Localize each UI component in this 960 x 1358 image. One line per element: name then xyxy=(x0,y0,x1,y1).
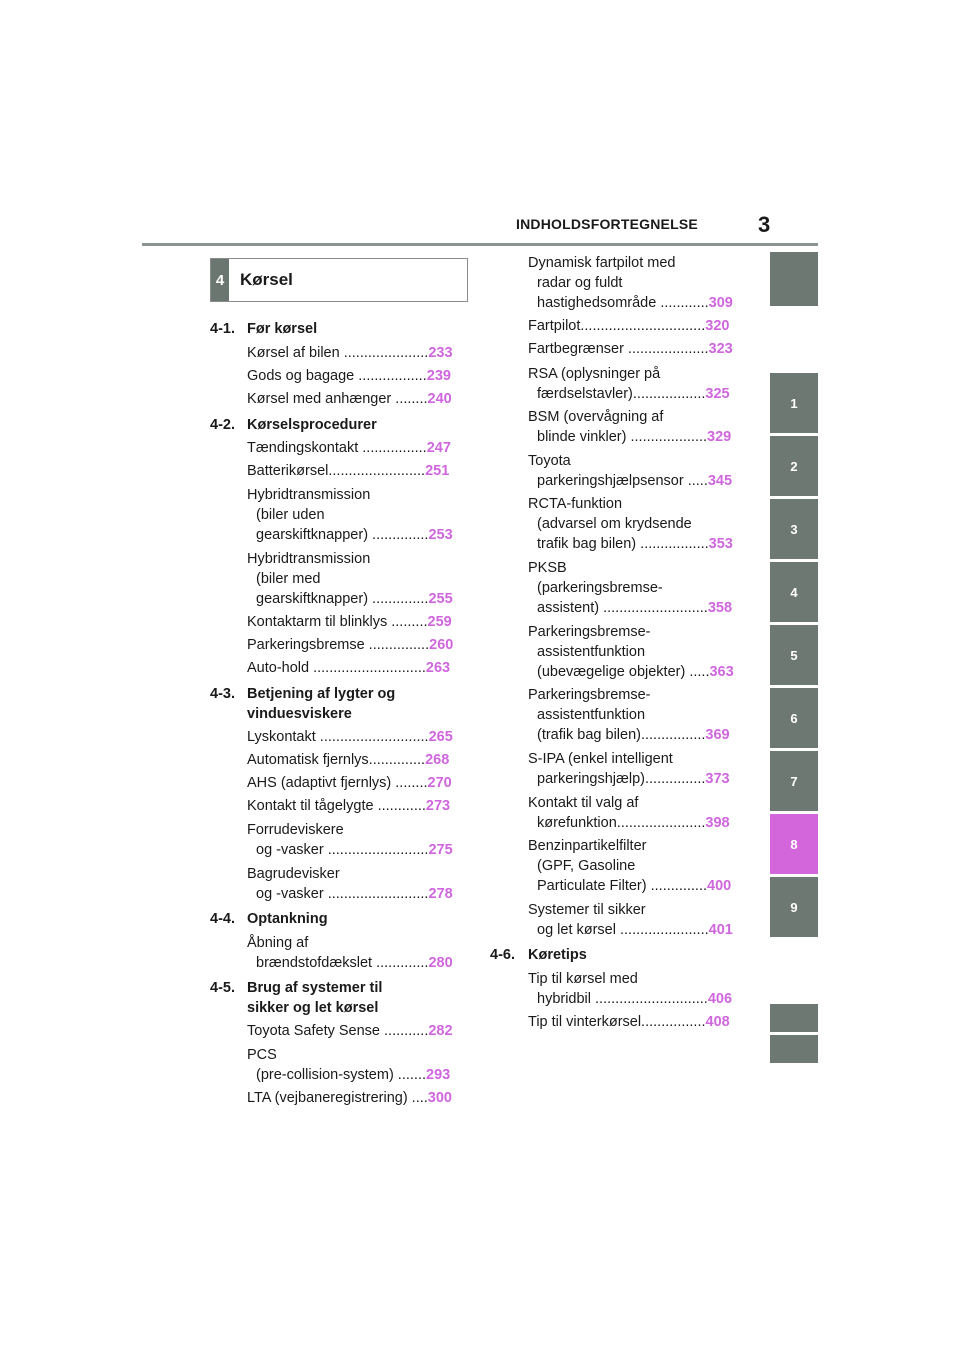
toc-entry[interactable]: Gods og bagage .................239 xyxy=(247,368,451,384)
toc-entry[interactable]: parkeringshjælpsensor .....345 xyxy=(537,473,733,489)
toc-entry[interactable]: Kontaktarm til blinklys .........259 xyxy=(247,614,452,630)
toc-entry-line: Bagrudevisker xyxy=(247,866,340,882)
toc-entry[interactable]: Parkeringsbremse ...............260 xyxy=(247,637,454,653)
toc-entry-line: PKSB xyxy=(528,560,567,576)
toc-entry[interactable]: Particulate Filter) ..............400 xyxy=(537,878,732,894)
tab-8[interactable]: 8 xyxy=(770,814,818,874)
toc-entry-line: Toyota xyxy=(528,453,571,469)
section-title: Betjening af lygter og xyxy=(247,686,396,702)
toc-entry[interactable]: gearskiftknapper) ..............255 xyxy=(256,591,453,607)
toc-entry[interactable]: hybridbil ............................406 xyxy=(537,991,733,1007)
toc-entry-line: Forrudeviskere xyxy=(247,822,344,838)
toc-entry-line: RCTA-funktion xyxy=(528,496,623,512)
section-number: 4-3. xyxy=(210,686,235,702)
toc-entry[interactable]: blinde vinkler) ...................329 xyxy=(537,429,732,445)
section-title: Optankning xyxy=(247,911,328,927)
toc-entry-line: Dynamisk fartpilot med xyxy=(528,255,676,271)
toc-entry[interactable]: gearskiftknapper) ..............253 xyxy=(256,527,453,543)
toc-entry-line: Kontakt til valg af xyxy=(528,795,639,811)
chapter-box xyxy=(210,258,468,302)
toc-entry[interactable]: (ubevægelige objekter) .....363 xyxy=(537,664,734,680)
section-number: 4-5. xyxy=(210,980,235,996)
toc-entry-line: Parkeringsbremse- xyxy=(528,687,651,703)
tab-3[interactable]: 3 xyxy=(770,499,818,559)
toc-entry[interactable]: brændstofdækslet .............280 xyxy=(256,955,453,971)
section-number: 4-1. xyxy=(210,321,235,337)
chapter-number: 4 xyxy=(211,259,229,301)
tab-blank[interactable] xyxy=(770,252,818,306)
toc-entry[interactable]: kørefunktion......................398 xyxy=(537,815,730,831)
section-title: Køretips xyxy=(528,947,587,963)
toc-entry[interactable]: færdselstavler)..................325 xyxy=(537,386,730,402)
tab-9[interactable]: 9 xyxy=(770,877,818,937)
section-title: Før kørsel xyxy=(247,321,318,337)
toc-entry-line: Benzinpartikelfilter xyxy=(528,838,647,854)
toc-entry[interactable]: Lyskontakt ...........................265 xyxy=(247,729,453,745)
toc-entry-line: BSM (overvågning af xyxy=(528,409,664,425)
toc-entry-line: Tip til kørsel med xyxy=(528,971,638,987)
page-number: 3 xyxy=(758,212,771,237)
toc-entry-line: Åbning af xyxy=(247,935,309,951)
toc-entry[interactable]: Batterikørsel........................251 xyxy=(247,463,450,479)
toc-entry[interactable]: AHS (adaptivt fjernlys) ........270 xyxy=(247,775,452,791)
toc-entry[interactable]: Toyota Safety Sense ...........282 xyxy=(247,1023,453,1039)
toc-entry-line: Hybridtransmission xyxy=(247,487,371,503)
header-rule xyxy=(142,243,818,246)
toc-entry[interactable]: LTA (vejbaneregistrering) ....300 xyxy=(247,1090,452,1106)
header-title: INDHOLDSFORTEGNELSE xyxy=(516,216,698,232)
toc-entry-line: assistentfunktion xyxy=(537,644,646,660)
section-title: Brug af systemer til xyxy=(247,980,383,996)
tab-5[interactable]: 5 xyxy=(770,625,818,685)
toc-entry[interactable]: og let kørsel ......................401 xyxy=(537,922,733,938)
tab-blank[interactable] xyxy=(770,1035,818,1063)
toc-entry-line: (GPF, Gasoline xyxy=(537,858,636,874)
toc-entry[interactable]: Fartbegrænser ....................323 xyxy=(528,341,733,357)
toc-entry-line: Systemer til sikker xyxy=(528,902,646,918)
toc-entry-line: S-IPA (enkel intelligent xyxy=(528,751,673,767)
toc-entry-line: Hybridtransmission xyxy=(247,551,371,567)
toc-entry[interactable]: (trafik bag bilen)................369 xyxy=(537,727,730,743)
section-title: sikker og let kørsel xyxy=(247,1000,379,1016)
toc-entry-line: PCS xyxy=(247,1047,277,1063)
toc-entry[interactable]: (pre-collision-system) .......293 xyxy=(256,1067,451,1083)
toc-entry[interactable]: Auto-hold ............................263 xyxy=(247,660,451,676)
toc-entry-line: Parkeringsbremse- xyxy=(528,624,651,640)
toc-entry-line: radar og fuldt xyxy=(537,275,623,291)
toc-entry[interactable]: og -vasker .........................275 xyxy=(256,842,453,858)
tab-6[interactable]: 6 xyxy=(770,688,818,748)
toc-entry[interactable]: Tændingskontakt ................247 xyxy=(247,440,451,456)
toc-entry[interactable]: parkeringshjælp)...............373 xyxy=(537,771,730,787)
toc-entry-line: RSA (oplysninger på xyxy=(528,366,661,382)
chapter-title: Kørsel xyxy=(240,270,293,289)
toc-entry[interactable]: Automatisk fjernlys..............268 xyxy=(247,752,450,768)
toc-entry-line: (biler uden xyxy=(256,507,325,523)
toc-entry[interactable]: og -vasker .........................278 xyxy=(256,886,453,902)
section-title: Kørselsprocedurer xyxy=(247,417,377,433)
section-number: 4-2. xyxy=(210,417,235,433)
section-number: 4-6. xyxy=(490,947,515,963)
section-title: vinduesviskere xyxy=(247,706,352,722)
tab-4[interactable]: 4 xyxy=(770,562,818,622)
toc-entry[interactable]: hastighedsområde ............309 xyxy=(537,295,733,311)
tab-1[interactable]: 1 xyxy=(770,373,818,433)
tab-7[interactable]: 7 xyxy=(770,751,818,811)
toc-entry[interactable]: assistent) ..........................358 xyxy=(537,600,733,616)
toc-entry[interactable]: Kontakt til tågelygte ............273 xyxy=(247,798,451,814)
toc-entry[interactable]: Kørsel af bilen .....................233 xyxy=(247,345,453,361)
toc-entry[interactable]: Fartpilot...............................320 xyxy=(528,318,730,334)
toc-entry[interactable]: trafik bag bilen) .................353 xyxy=(537,536,733,552)
toc-entry-line: (parkeringsbremse- xyxy=(537,580,663,596)
toc-entry-line: (advarsel om krydsende xyxy=(537,516,692,532)
tab-2[interactable]: 2 xyxy=(770,436,818,496)
section-number: 4-4. xyxy=(210,911,235,927)
toc-entry[interactable]: Tip til vinterkørsel................408 xyxy=(528,1014,730,1030)
tab-blank[interactable] xyxy=(770,1004,818,1032)
toc-entry-line: (biler med xyxy=(256,571,321,587)
toc-entry[interactable]: Kørsel med anhænger ........240 xyxy=(247,391,452,407)
toc-entry-line: assistentfunktion xyxy=(537,707,646,723)
